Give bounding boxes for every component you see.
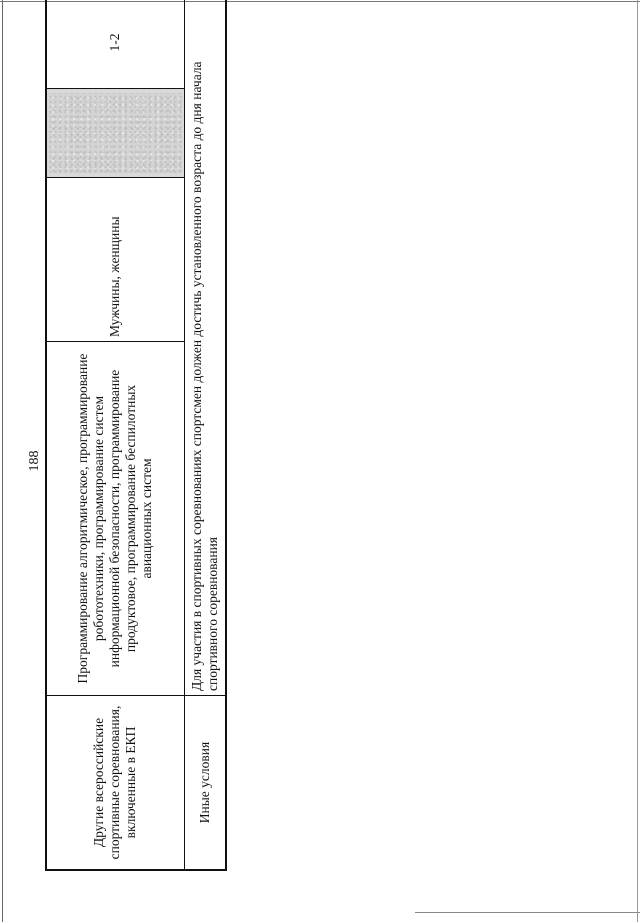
conditions-table (45, 0, 227, 871)
gender-cell: Мужчины, женщины (46, 178, 184, 342)
quantity-cell: 1-2 (46, 0, 184, 89)
shaded-fill (49, 93, 182, 173)
rotated-page (27, 33, 225, 871)
other-conditions-label: Иные условия (184, 696, 226, 871)
disciplines-cell: Программирование алгоритмическое, программирование робототехники, программирование систем информационной безопасности, программирование продуктовое, программирование беспилотных авиационных систем (46, 342, 184, 696)
page-number: 188 (27, 450, 42, 472)
shaded-cell (46, 89, 184, 178)
table-row (184, 0, 226, 870)
competition-type-cell: Другие всероссийские спортивные соревнования, включенные в ЕКП (46, 696, 184, 871)
table-row (46, 0, 184, 870)
scan-edge-left (2, 0, 3, 922)
scan-edge-right (637, 0, 638, 922)
other-conditions-text: Для участия в спортивных соревнованиях спортсмен должен достичь установленного возраста до дня начала спортивного соревнования (184, 0, 226, 696)
scan-edge-bottom (415, 912, 640, 913)
